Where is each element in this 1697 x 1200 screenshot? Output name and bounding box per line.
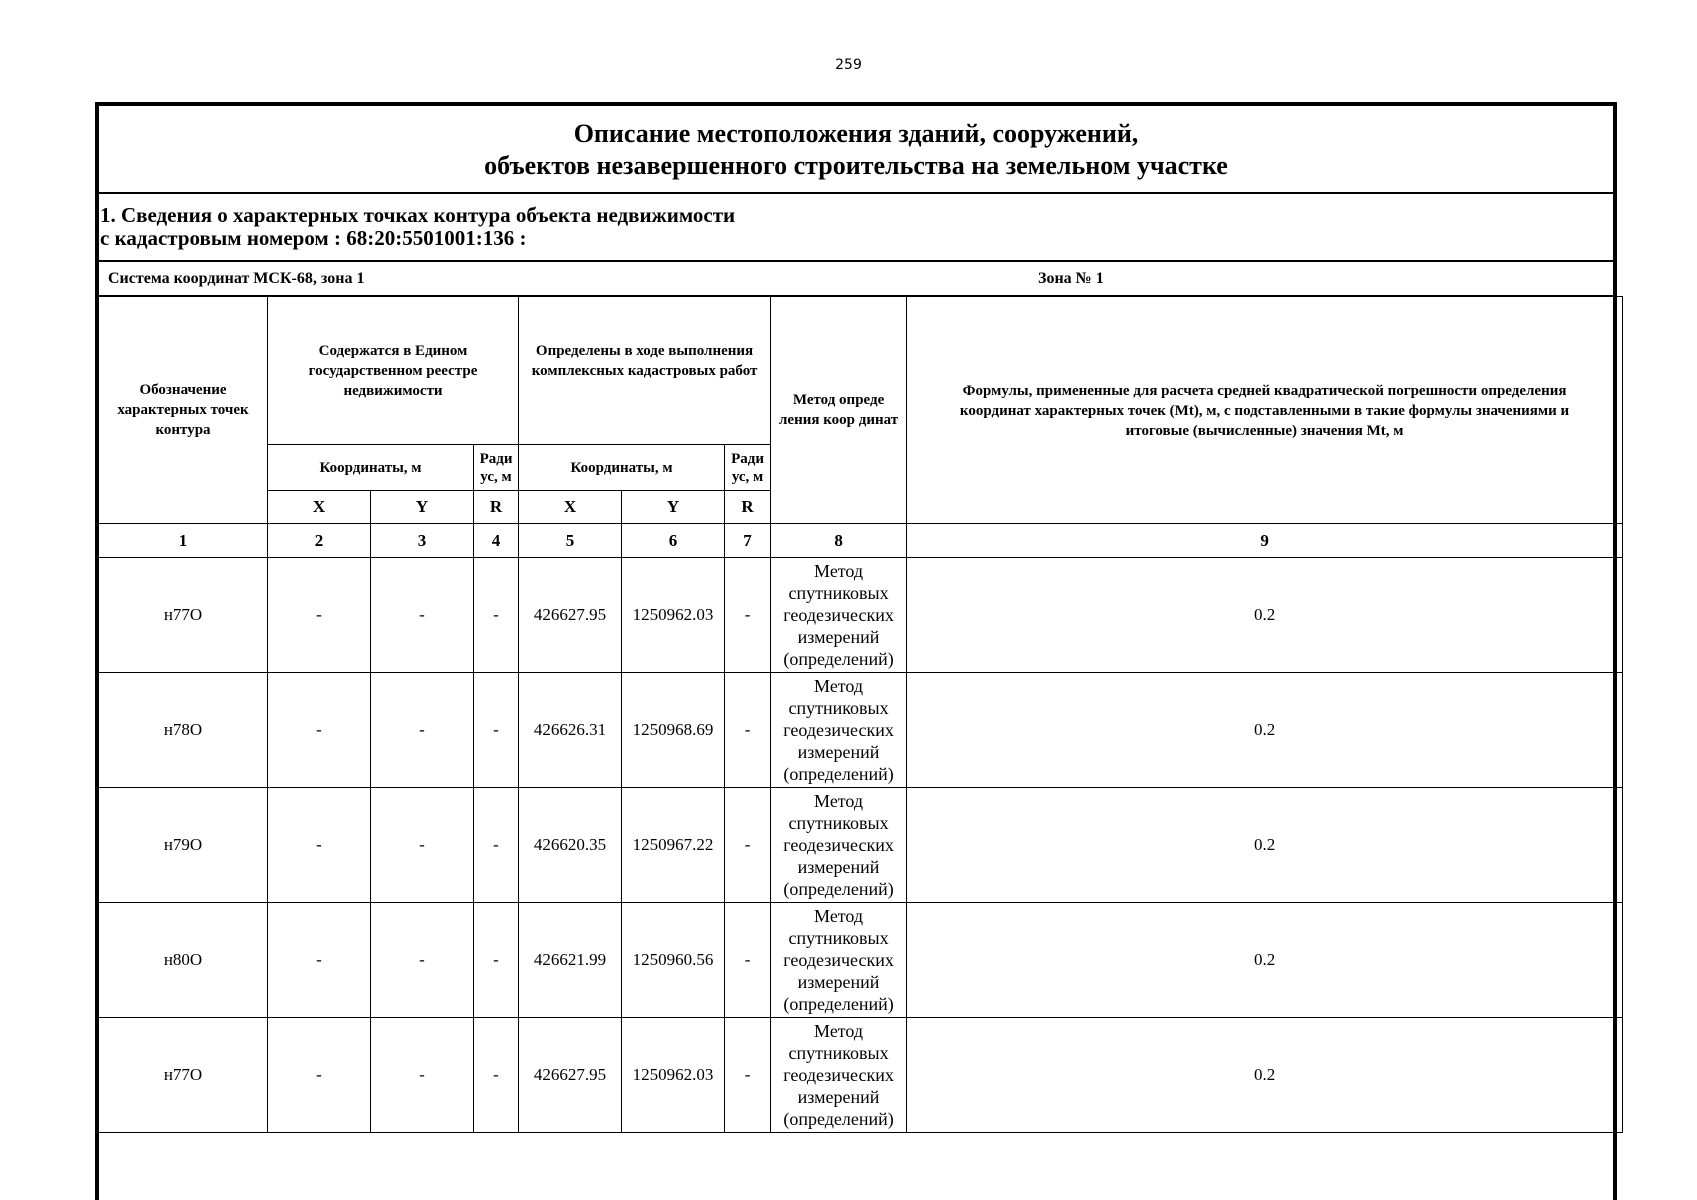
method: Метод спутниковых геодезических измерений (определений) (771, 673, 907, 788)
x-egrn: - (268, 558, 371, 673)
r-egrn: - (474, 558, 519, 673)
x-coordinate: 426627.95 (519, 558, 622, 673)
header-method: Метод опреде ления коор динат (771, 297, 907, 524)
y-egrn: - (371, 673, 474, 788)
point-designation: н77О (99, 1018, 268, 1133)
x-coordinate: 426621.99 (519, 903, 622, 1018)
column-number: 6 (622, 524, 725, 558)
header-y-works: Y (622, 491, 725, 524)
title-line-2: объектов незавершенного строительства на земельном участке (484, 151, 1228, 180)
table-row (99, 558, 1623, 673)
header-radius-works: Ради ус, м (725, 445, 771, 491)
y-coordinate: 1250962.03 (622, 1018, 725, 1133)
header-coordinates-works: Координаты, м (519, 445, 725, 491)
section-line-1: 1. Сведения о характерных точках контура объекта недвижимости (100, 203, 736, 227)
header-coordinates-egrn: Координаты, м (268, 445, 474, 491)
radius: - (725, 673, 771, 788)
header-x-works: X (519, 491, 622, 524)
x-egrn: - (268, 673, 371, 788)
point-designation: н78О (99, 673, 268, 788)
column-number: 4 (474, 524, 519, 558)
r-egrn: - (474, 788, 519, 903)
y-egrn: - (371, 903, 474, 1018)
point-designation: н80О (99, 903, 268, 1018)
y-egrn: - (371, 558, 474, 673)
coordinate-system-line (98, 262, 1614, 296)
y-coordinate: 1250962.03 (622, 558, 725, 673)
column-number: 9 (907, 524, 1623, 558)
y-egrn: - (371, 788, 474, 903)
method: Метод спутниковых геодезических измерений (определений) (771, 788, 907, 903)
header-point-designation: Обозначение характерных точек контура (99, 297, 268, 524)
mt-value: 0.2 (907, 673, 1623, 788)
column-number: 1 (99, 524, 268, 558)
method: Метод спутниковых геодезических измерений (определений) (771, 903, 907, 1018)
section-heading (98, 194, 1614, 262)
y-coordinate: 1250960.56 (622, 903, 725, 1018)
section-line-2: с кадастровым номером : 68:20:5501001:136 : (100, 226, 527, 250)
mt-value: 0.2 (907, 788, 1623, 903)
column-number: 8 (771, 524, 907, 558)
column-number: 7 (725, 524, 771, 558)
points-table (98, 296, 1623, 1133)
x-egrn: - (268, 1018, 371, 1133)
radius: - (725, 1018, 771, 1133)
x-coordinate: 426627.95 (519, 1018, 622, 1133)
page-number: 259 (835, 57, 862, 73)
method: Метод спутниковых геодезических измерений (определений) (771, 1018, 907, 1133)
header-radius-egrn: Ради ус, м (474, 445, 519, 491)
radius: - (725, 558, 771, 673)
column-number: 2 (268, 524, 371, 558)
method: Метод спутниковых геодезических измерений (определений) (771, 558, 907, 673)
radius: - (725, 903, 771, 1018)
table-row (99, 788, 1623, 903)
header-group-egrn: Содержатся в Едином государственном реестре недвижимости (268, 297, 519, 445)
table-row (99, 673, 1623, 788)
mt-value: 0.2 (907, 1018, 1623, 1133)
y-coordinate: 1250967.22 (622, 788, 725, 903)
header-r-works: R (725, 491, 771, 524)
header-x-egrn: X (268, 491, 371, 524)
y-coordinate: 1250968.69 (622, 673, 725, 788)
header-formulas: Формулы, примененные для расчета средней квадратической погрешности определения координат характерных точек (Mt), м, с подставленными в такие формулы значениями и итоговые (вычисленные) значения Mt, м (907, 297, 1623, 524)
zone-label: Зона № 1 (1038, 270, 1104, 287)
y-egrn: - (371, 1018, 474, 1133)
table-row (99, 903, 1623, 1018)
column-number-row (99, 524, 1623, 558)
mt-value: 0.2 (907, 558, 1623, 673)
radius: - (725, 788, 771, 903)
x-coordinate: 426626.31 (519, 673, 622, 788)
header-group-works: Определены в ходе выполнения комплексных кадастровых работ (519, 297, 771, 445)
column-number: 5 (519, 524, 622, 558)
x-coordinate: 426620.35 (519, 788, 622, 903)
column-number: 3 (371, 524, 474, 558)
r-egrn: - (474, 1018, 519, 1133)
x-egrn: - (268, 903, 371, 1018)
point-designation: н79О (99, 788, 268, 903)
r-egrn: - (474, 673, 519, 788)
x-egrn: - (268, 788, 371, 903)
title-line-1: Описание местоположения зданий, сооружений, (573, 119, 1139, 148)
table-row (99, 1018, 1623, 1133)
point-designation: н77О (99, 558, 268, 673)
mt-value: 0.2 (907, 903, 1623, 1018)
r-egrn: - (474, 903, 519, 1018)
header-r-egrn: R (474, 491, 519, 524)
document-title (98, 106, 1614, 194)
header-y-egrn: Y (371, 491, 474, 524)
coordinate-system: Система координат МСК-68, зона 1 (108, 270, 365, 287)
